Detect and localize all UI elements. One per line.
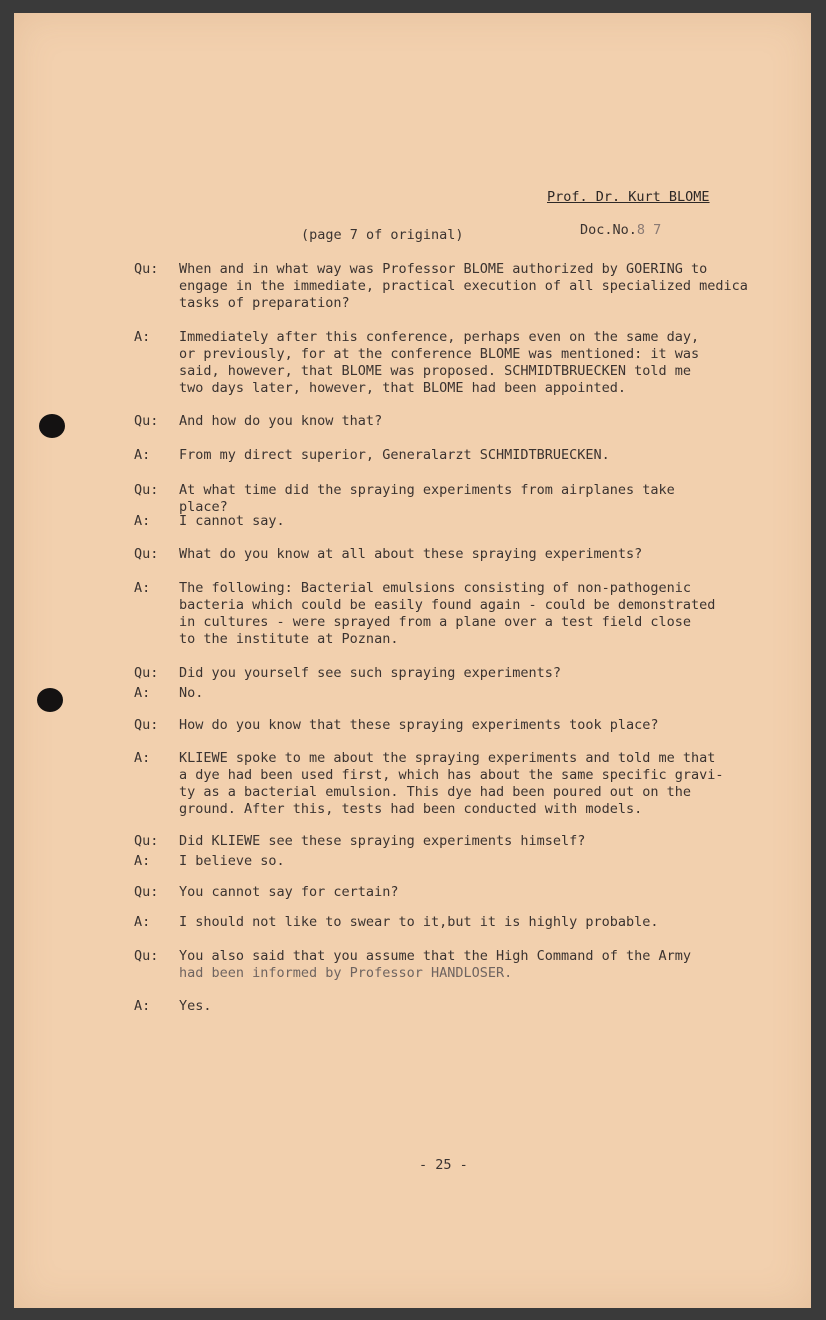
entry-label: A: [134, 580, 151, 596]
entry-label: A: [134, 998, 151, 1014]
entry-line: And how do you know that? [179, 413, 383, 429]
entry-line: two days later, however, that BLOME had been appointed. [179, 380, 627, 396]
entry-label: Qu: [134, 948, 159, 964]
entry-line: engage in the immediate, practical execution of all specialized medica [179, 278, 748, 294]
entry-line: I believe so. [179, 853, 285, 869]
entry-line: Did you yourself see such spraying experiments? [179, 665, 562, 681]
entry-text [179, 329, 774, 397]
entry-line: I cannot say. [179, 513, 285, 529]
entry-line: Yes. [179, 998, 212, 1014]
entry-line: or previously, for at the conference BLOME was mentioned: it was [179, 346, 700, 362]
page-note: (page 7 of original) [301, 227, 464, 243]
header-name: Prof. Dr. Kurt BLOME [547, 189, 710, 205]
entry-line: to the institute at Poznan. [179, 631, 399, 647]
entry-text [179, 717, 774, 734]
entry-label: Qu: [134, 413, 159, 429]
entry-label: Qu: [134, 482, 159, 498]
entry-line: place? [179, 499, 228, 515]
entry-line: When and in what way was Professor BLOME authorized by GOERING to [179, 261, 708, 277]
entry-line: No. [179, 685, 204, 701]
page-number: - 25 - [419, 1157, 468, 1173]
entry-line: From my direct superior, Generalarzt SCHMIDTBRUECKEN. [179, 447, 610, 463]
entry-text [179, 884, 774, 901]
entry-line: How do you know that these spraying experiments took place? [179, 717, 659, 733]
entry-label: A: [134, 447, 151, 463]
entry-line: Immediately after this conference, perhaps even on the same day, [179, 329, 700, 345]
entry-text [179, 665, 774, 682]
entry-line: tasks of preparation? [179, 295, 350, 311]
entry-text [179, 261, 774, 312]
entry-text [179, 914, 774, 931]
entry-line: At what time did the spraying experiments from airplanes take [179, 482, 675, 498]
entry-line: bacteria which could be easily found again - could be demonstrated [179, 597, 716, 613]
entry-line: said, however, that BLOME was proposed. SCHMIDTBRUECKEN told me [179, 363, 692, 379]
doc-number [580, 222, 661, 239]
entry-label: Qu: [134, 546, 159, 562]
entry-label: A: [134, 750, 151, 766]
entry-label: Qu: [134, 261, 159, 277]
entry-text [179, 413, 774, 430]
entry-text [179, 513, 774, 530]
entry-text [179, 580, 774, 648]
entry-label: A: [134, 914, 151, 930]
entry-line: The following: Bacterial emulsions consisting of non-pathogenic [179, 580, 692, 596]
punch-hole-top [39, 414, 65, 438]
entry-label: Qu: [134, 665, 159, 681]
entry-line: in cultures - were sprayed from a plane over a test field close [179, 614, 692, 630]
entry-line: You also said that you assume that the High Command of the Army [179, 948, 692, 964]
entry-line: ty as a bacterial emulsion. This dye had been poured out on the [179, 784, 692, 800]
document-body [14, 13, 811, 1308]
entry-text [179, 447, 774, 464]
entry-line: a dye had been used first, which has about the same specific gravi- [179, 767, 724, 783]
punch-hole-bottom [37, 688, 63, 712]
entry-text [179, 482, 774, 516]
entry-label: A: [134, 513, 151, 529]
entry-text [179, 998, 774, 1015]
entry-text [179, 948, 774, 982]
entry-label: A: [134, 853, 151, 869]
entry-label: Qu: [134, 884, 159, 900]
entry-line: KLIEWE spoke to me about the spraying experiments and told me that [179, 750, 716, 766]
entry-label: Qu: [134, 833, 159, 849]
entry-line: What do you know at all about these spraying experiments? [179, 546, 643, 562]
entry-text [179, 853, 774, 870]
entry-label: A: [134, 329, 151, 345]
entry-text [179, 750, 774, 818]
entry-label: A: [134, 685, 151, 701]
entry-line: Did KLIEWE see these spraying experiments himself? [179, 833, 586, 849]
entry-line: You cannot say for certain? [179, 884, 399, 900]
doc-number-label: Doc.No. [580, 222, 637, 238]
entry-text [179, 833, 774, 850]
entry-line: ground. After this, tests had been conducted with models. [179, 801, 643, 817]
entry-line: had been informed by Professor HANDLOSER. [179, 965, 513, 981]
entry-text [179, 546, 774, 563]
entry-label: Qu: [134, 717, 159, 733]
entry-text [179, 685, 774, 702]
doc-number-value: 8 7 [636, 222, 662, 238]
document-page [14, 13, 811, 1308]
entry-line: I should not like to swear to it,but it is highly probable. [179, 914, 659, 930]
